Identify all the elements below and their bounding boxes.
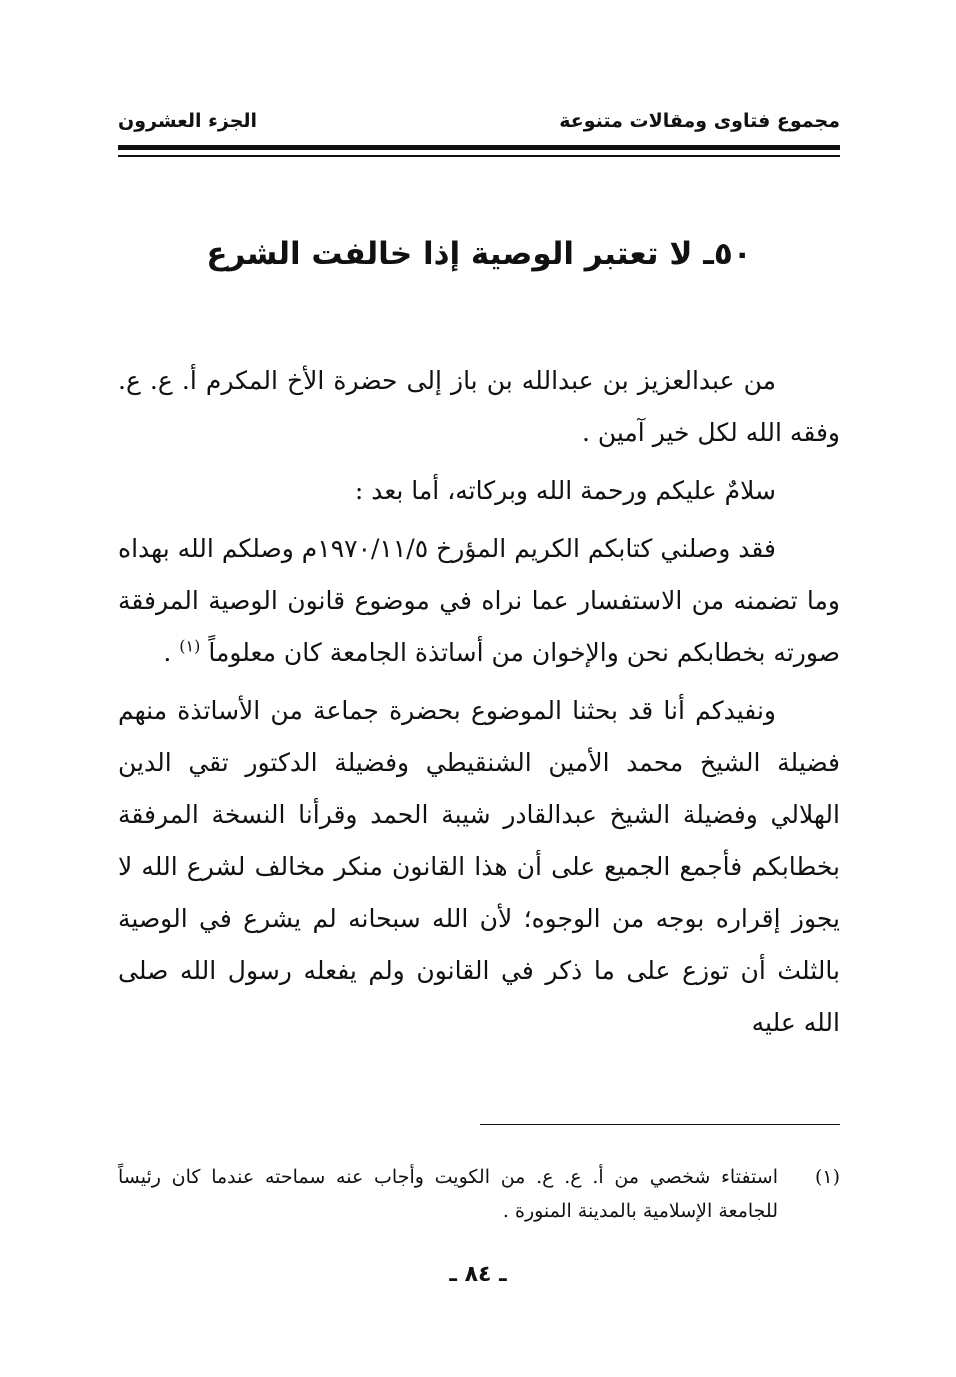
header-rule-thick: [118, 145, 840, 150]
paragraph-greeting: سلامٌ عليكم ورحمة الله وبركاته، أما بعد :: [354, 476, 776, 505]
paragraph-ruling: ونفيدكم أنا قد بحثنا الموضوع بحضرة جماعة من الأساتذة منهم فضيلة الشيخ محمد الأمين الشنقيطي وفضيلة الدكتور تقي الدين الهلالي وفضيلة الشيخ عبدالقادر شيبة الحمد وقرأنا النسخة المرفقة بخطابكم فأجمع الجميع على أن هذا القانون منكر مخالف لشرع الله لا يجوز إقراره بوجه من الوجوه؛ لأن الله سبحانه لم يشرع في الوصية بالثلث أن توزع على ما ذكر في القانون ولم يفعله رسول الله صلى الله عليه: [118, 696, 840, 1037]
article-title: ٥٠ـ لا تعتبر الوصية إذا خالفت الشرع: [206, 236, 752, 272]
paragraph-text: فقد وصلني كتابكم الكريم المؤرخ ١٩٧٠/١١/٥م وصلكم الله بهداه وما تضمنه من الاستفسار عما نراه في موضوع قانون الوصية المرفقة صورته بخطابكم نحن والإخوان من أساتذة الجامعة كان معلوماً: [118, 534, 840, 667]
footnote-text: استفتاء شخصي من أ. ع. ع. من الكويت وأجاب عنه سماحته عندما كان رئيساً للجامعة الإسلامية بالمدينة المنورة .: [118, 1166, 778, 1222]
page-number: ـ ٨٤ ـ: [449, 1262, 507, 1287]
footnote: [118, 1160, 840, 1228]
paragraph-end-mark: .: [163, 638, 172, 667]
article-body: [118, 355, 840, 1055]
book-title: مجموع فتاوى ومقالات متنوعة: [559, 110, 840, 132]
paragraph-letter-received: [118, 523, 840, 679]
footnote-reference: (١): [179, 636, 201, 656]
paragraph-salutation: من عبدالعزيز بن عبدالله بن باز إلى حضرة الأخ المكرم أ. ع. ع. وفقه الله لكل خير آمين .: [118, 366, 840, 447]
page-header: [118, 110, 840, 142]
volume-label: الجزء العشرون: [118, 110, 258, 132]
footnote-separator: [480, 1124, 840, 1125]
footnote-number: (١): [814, 1166, 840, 1188]
header-rule-thin: [118, 155, 840, 157]
